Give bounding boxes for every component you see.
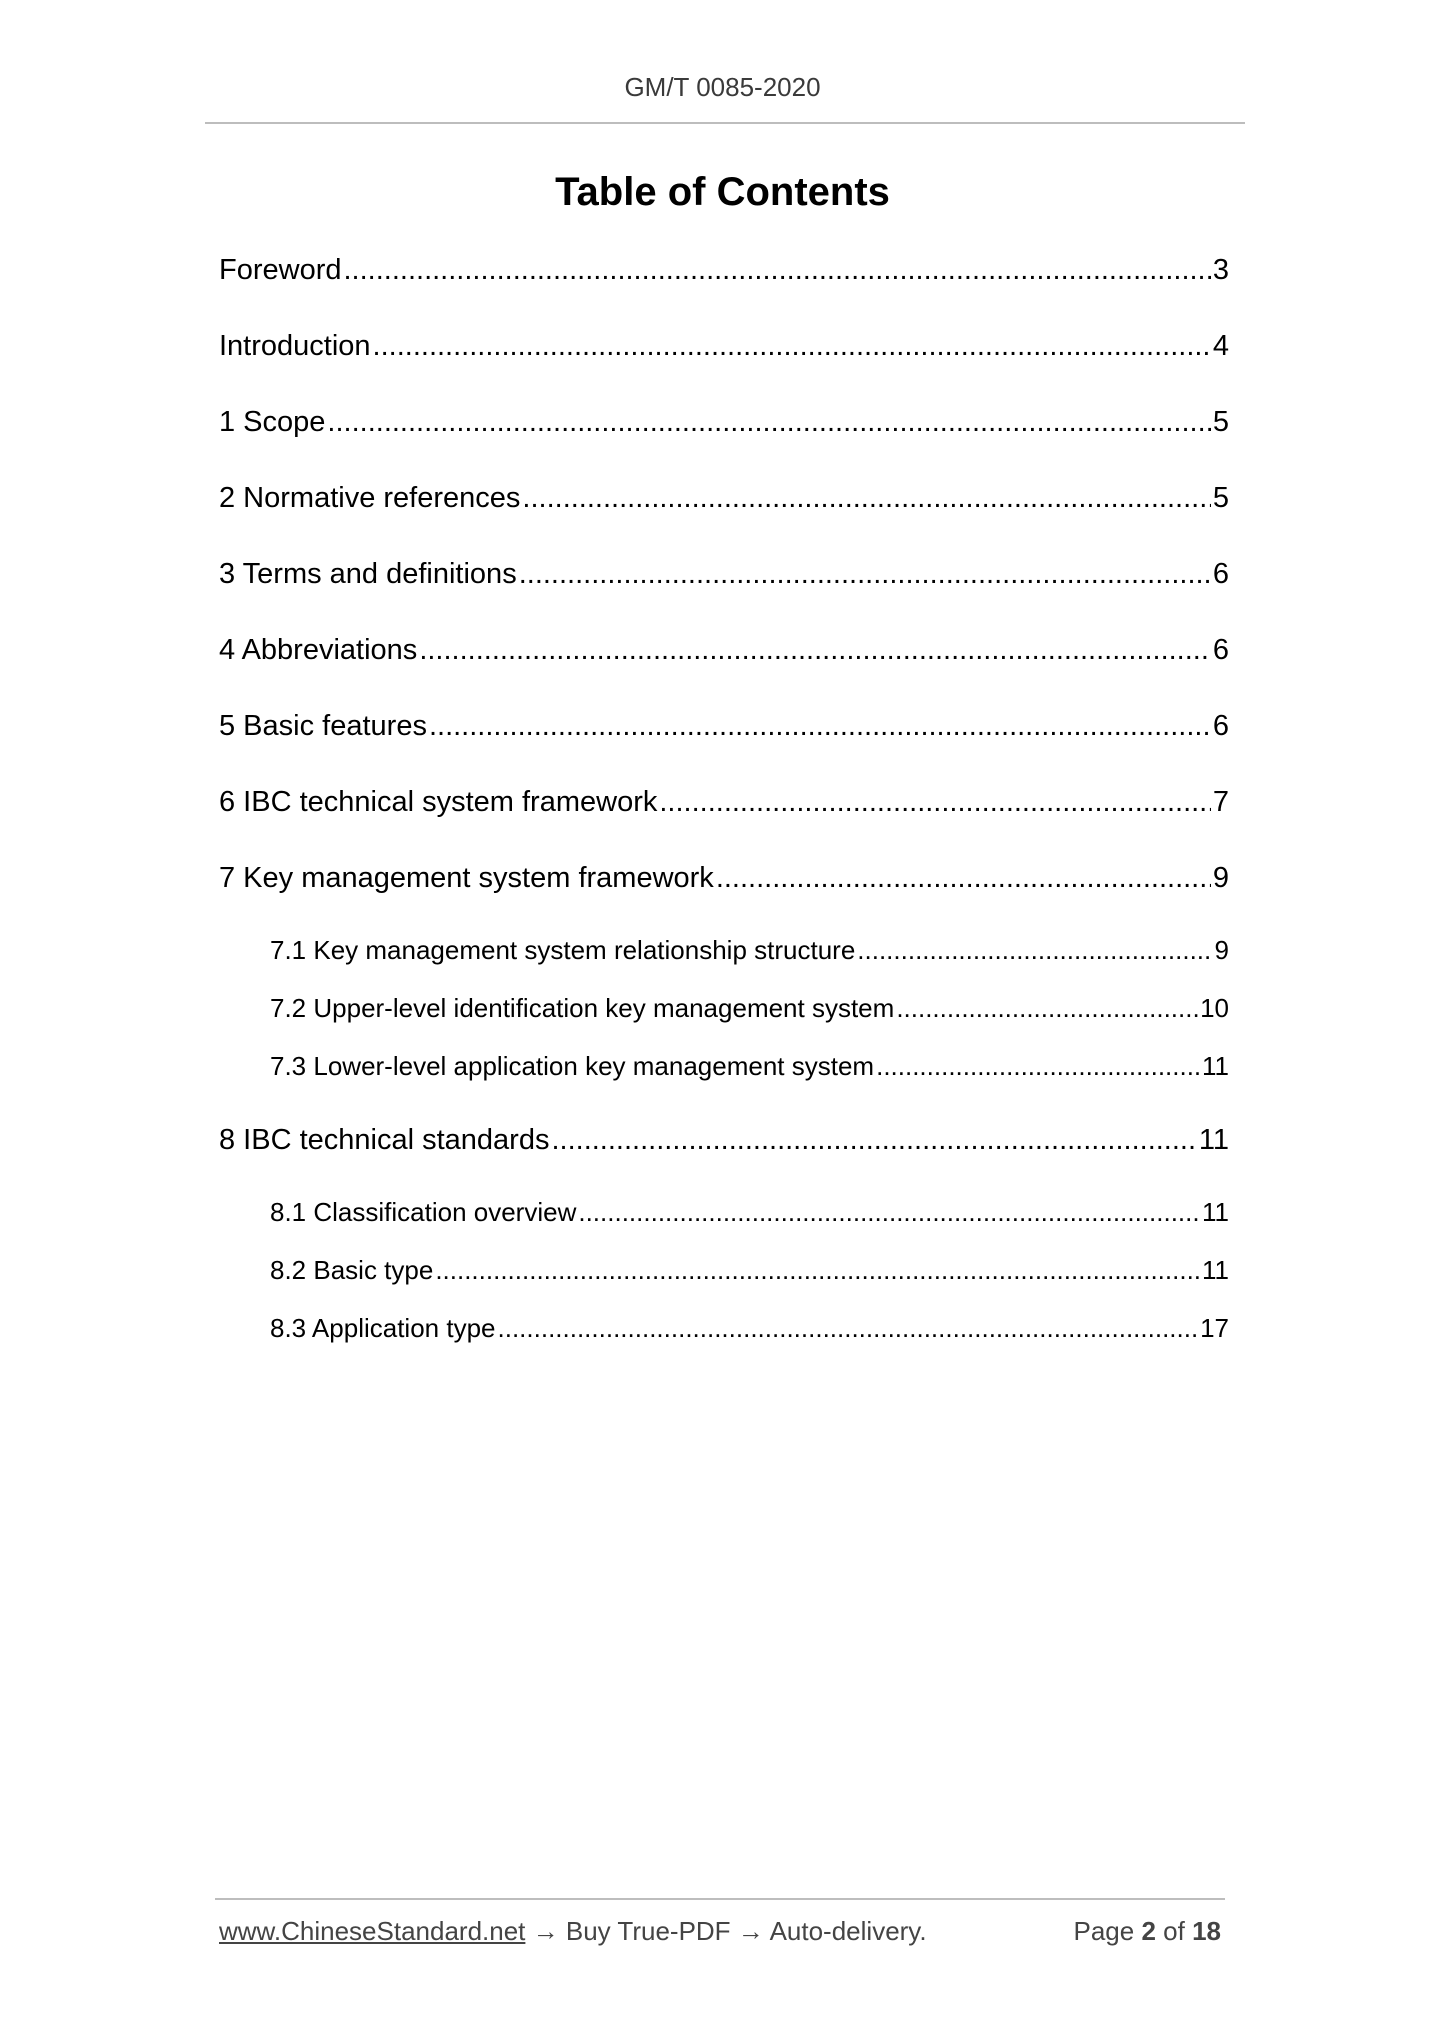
toc-entry-page: 11 bbox=[1202, 1197, 1229, 1227]
toc-entry-label: 7.2 Upper-level identification key management system bbox=[270, 993, 895, 1023]
dot-leader bbox=[716, 853, 1211, 903]
dot-leader bbox=[429, 701, 1211, 751]
toc-entry-label: 7 Key management system framework bbox=[219, 862, 714, 894]
toc-entry-page: 10 bbox=[1200, 993, 1229, 1023]
toc-entry-foreword[interactable] bbox=[219, 245, 1229, 321]
toc-entry-label: 8.1 Classification overview bbox=[270, 1197, 577, 1227]
toc-entry-8-3[interactable] bbox=[219, 1307, 1229, 1365]
toc-entry-label: 5 Basic features bbox=[219, 710, 427, 742]
footer-tagline: → Buy True-PDF → Auto-delivery. bbox=[525, 1916, 927, 1946]
toc-entry-7-1[interactable] bbox=[219, 929, 1229, 987]
toc-entry-label: Introduction bbox=[219, 330, 371, 362]
footer-divider bbox=[215, 1898, 1225, 1900]
toc-entry-page: 11 bbox=[1202, 1255, 1229, 1285]
toc-entry-page: 11 bbox=[1202, 1051, 1229, 1081]
toc-entry-label: 8.3 Application type bbox=[270, 1313, 496, 1343]
dot-leader bbox=[857, 929, 1212, 971]
toc-entry-scope[interactable] bbox=[219, 397, 1229, 473]
header-divider bbox=[205, 122, 1245, 124]
toc-entry-page: 7 bbox=[1212, 786, 1229, 818]
dot-leader bbox=[519, 549, 1211, 599]
toc-entry-label: 3 Terms and definitions bbox=[219, 558, 517, 590]
dot-leader bbox=[551, 1115, 1196, 1165]
toc-entry-7-2[interactable] bbox=[219, 987, 1229, 1045]
toc-entry-normative-references[interactable] bbox=[219, 473, 1229, 549]
page-word: Page bbox=[1073, 1916, 1135, 1946]
toc-entry-introduction[interactable] bbox=[219, 321, 1229, 397]
toc-title: Table of Contents bbox=[555, 170, 890, 214]
toc-entry-label: 7.1 Key management system relationship structure bbox=[270, 935, 856, 965]
toc-entry-page: 3 bbox=[1212, 254, 1229, 286]
toc-entry-page: 4 bbox=[1212, 330, 1229, 362]
toc-entry-terms-and-definitions[interactable] bbox=[219, 549, 1229, 625]
toc-entry-label: 2 Normative references bbox=[219, 482, 521, 514]
page-current: 2 bbox=[1141, 1916, 1156, 1946]
toc-entry-page: 17 bbox=[1200, 1313, 1229, 1343]
of-word: of bbox=[1163, 1916, 1185, 1946]
toc-entry-ibc-framework[interactable] bbox=[219, 777, 1229, 853]
dot-leader bbox=[522, 473, 1210, 523]
dot-leader bbox=[876, 1045, 1200, 1087]
toc-entry-label: 1 Scope bbox=[219, 406, 326, 438]
toc-entry-label: 7.3 Lower-level application key management system bbox=[270, 1051, 875, 1081]
toc-entry-page: 9 bbox=[1214, 935, 1229, 965]
toc-entry-7-3[interactable] bbox=[219, 1045, 1229, 1115]
toc-entry-page: 6 bbox=[1212, 710, 1229, 742]
toc-entry-label: 6 IBC technical system framework bbox=[219, 786, 658, 818]
toc-entry-page: 5 bbox=[1212, 406, 1229, 438]
page-total: 18 bbox=[1192, 1916, 1221, 1946]
document-code: GM/T 0085-2020 bbox=[624, 72, 821, 102]
toc-entry-page: 9 bbox=[1212, 862, 1229, 894]
footer-promo bbox=[219, 1916, 927, 1947]
dot-leader bbox=[578, 1191, 1200, 1233]
dot-leader bbox=[327, 397, 1210, 447]
toc-list bbox=[219, 245, 1229, 1365]
toc-entry-label: 4 Abbreviations bbox=[219, 634, 418, 666]
dot-leader bbox=[344, 245, 1211, 295]
toc-entry-page: 5 bbox=[1212, 482, 1229, 514]
toc-entry-page: 11 bbox=[1198, 1124, 1229, 1156]
dot-leader bbox=[419, 625, 1211, 675]
toc-entry-label: 8.2 Basic type bbox=[270, 1255, 434, 1285]
dot-leader bbox=[373, 321, 1211, 371]
page-footer bbox=[219, 1916, 1229, 1956]
toc-entry-label: Foreword bbox=[219, 254, 342, 286]
toc-entry-8-2[interactable] bbox=[219, 1249, 1229, 1307]
toc-entry-basic-features[interactable] bbox=[219, 701, 1229, 777]
dot-leader bbox=[435, 1249, 1200, 1291]
toc-entry-label: 8 IBC technical standards bbox=[219, 1124, 550, 1156]
page-indicator bbox=[1073, 1916, 1221, 1947]
toc-entry-page: 6 bbox=[1212, 634, 1229, 666]
dot-leader bbox=[896, 987, 1198, 1029]
toc-entry-ibc-standards[interactable] bbox=[219, 1115, 1229, 1191]
dot-leader bbox=[498, 1307, 1199, 1349]
toc-entry-key-management-framework[interactable] bbox=[219, 853, 1229, 929]
toc-entry-page: 6 bbox=[1212, 558, 1229, 590]
toc-entry-abbreviations[interactable] bbox=[219, 625, 1229, 701]
site-link[interactable]: www.ChineseStandard.net bbox=[219, 1916, 526, 1946]
toc-entry-8-1[interactable] bbox=[219, 1191, 1229, 1249]
dot-leader bbox=[659, 777, 1211, 827]
